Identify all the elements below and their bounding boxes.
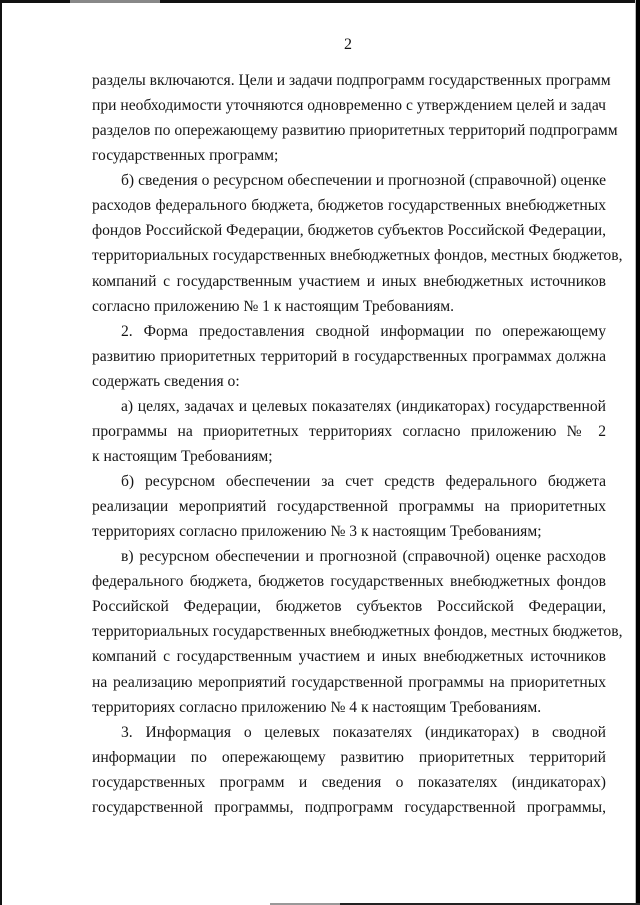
- text-line: территориальных государственных внебюджетных фондов, местных бюджетов,: [92, 247, 623, 265]
- text-line: согласно приложению № 1 к настоящим Требованиям.: [92, 297, 455, 315]
- paragraph-point-2-b: [92, 469, 606, 544]
- page-number: 2: [344, 36, 352, 53]
- text-line: государственной программы, подпрограмм государственной программы,: [92, 798, 606, 816]
- text-line: реализации мероприятий государственной программы на приоритетных: [92, 498, 606, 516]
- paragraph-continuation: [92, 68, 618, 168]
- text-line: компаний с государственным участием и иных внебюджетных источников: [92, 272, 606, 290]
- scan-edge-left: [0, 0, 2, 905]
- document-body: [92, 68, 623, 820]
- paragraph-point-3: [92, 720, 606, 820]
- text-line: 3. Информация о целевых показателях (индикаторах) в сводной: [121, 723, 606, 741]
- text-line: разделы включаются. Цели и задачи подпрограмм государственных программ: [92, 72, 611, 89]
- text-line: информации по опережающему развитию приоритетных территорий: [92, 748, 606, 766]
- text-line: государственных программ и сведения о показателях (индикаторах): [92, 773, 606, 791]
- text-line: б) ресурсном обеспечении за счет средств федерального бюджета: [121, 473, 606, 490]
- text-line: территориальных государственных внебюджетных фондов, местных бюджетов,: [92, 623, 623, 641]
- paragraph-item-b-resources: [92, 168, 623, 318]
- text-line: а) целях, задачах и целевых показателях (индикаторах) государственной: [121, 397, 606, 415]
- paragraph-point-2: [92, 319, 606, 394]
- paragraph-point-2-v: [92, 544, 623, 719]
- text-line: территориях согласно приложению № 4 к настоящим Требованиям.: [92, 698, 542, 716]
- text-line: расходов федерального бюджета, бюджетов государственных внебюджетных: [92, 197, 606, 215]
- text-line: в) ресурсном обеспечении и прогнозной (справочной) оценке расходов: [121, 548, 606, 566]
- text-line: фондов Российской Федерации, бюджетов субъектов Российской Федерации,: [92, 222, 606, 240]
- text-line: государственных программ;: [92, 147, 279, 165]
- text-line: компаний с государственным участием и иных внебюджетных источников: [92, 648, 606, 666]
- text-line: содержать сведения о:: [92, 372, 240, 390]
- scan-edge-right-inner: [635, 0, 636, 905]
- paragraph-point-2-a: [92, 394, 606, 469]
- text-line: б) сведения о ресурсном обеспечении и прогнозной (справочной) оценке: [121, 172, 606, 190]
- text-line: разделов по опережающему развитию приоритетных территорий подпрограмм: [92, 122, 618, 140]
- text-line: федерального бюджета, бюджетов государственных внебюджетных фондов: [92, 573, 606, 591]
- text-line: территориях согласно приложению № 3 к настоящим Требованиям;: [92, 523, 542, 541]
- text-line: развитию приоритетных территорий в государственных программах должна: [92, 347, 606, 365]
- text-line: программы на приоритетных территориях согласно приложению № 2: [92, 422, 606, 440]
- scan-edge-right: [636, 0, 640, 905]
- text-line: к настоящим Требованиям;: [92, 447, 273, 465]
- text-line: 2. Форма предоставления сводной информации по опережающему: [121, 322, 606, 340]
- text-line: Российской Федерации, бюджетов субъектов Российской Федерации,: [92, 598, 606, 616]
- text-line: при необходимости уточняются одновременно с утверждением целей и задач: [92, 97, 606, 115]
- scan-edge-top-highlight: [70, 0, 160, 3]
- text-line: на реализацию мероприятий государственной программы на приоритетных: [92, 673, 606, 691]
